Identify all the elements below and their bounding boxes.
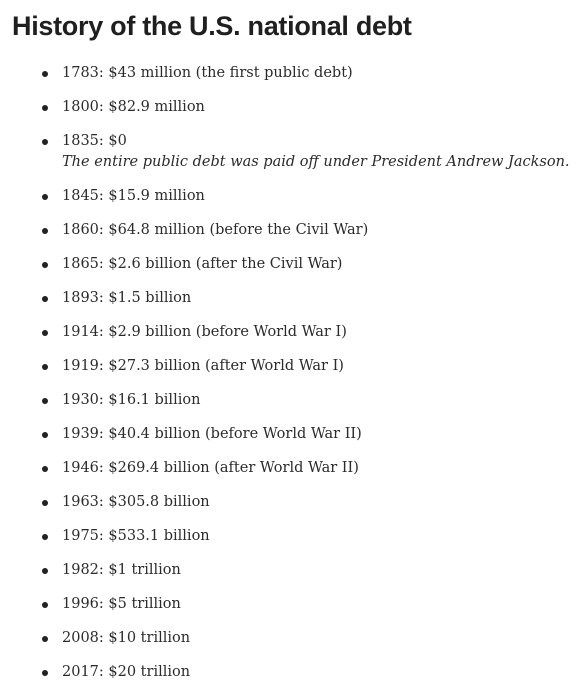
list-item-text: 1914: $2.9 billion (before World War I) (62, 324, 347, 340)
list-item (42, 424, 573, 445)
list-item (42, 97, 573, 118)
list-item-text: 1800: $82.9 million (62, 99, 205, 115)
list-item (42, 628, 573, 649)
list-item (42, 526, 573, 547)
list-item-text: 1835: $0 (62, 133, 127, 149)
list-item (42, 254, 573, 275)
list-item-text: 1963: $305.8 billion (62, 494, 210, 510)
list-item-text: 1996: $5 trillion (62, 596, 181, 612)
list-item-text: 1939: $40.4 billion (before World War II) (62, 426, 362, 442)
list-item-text: 1783: $43 million (the first public debt) (62, 65, 353, 81)
list-item (42, 186, 573, 207)
list-item-text: 1865: $2.6 billion (after the Civil War) (62, 256, 343, 272)
list-item-text: 1982: $1 trillion (62, 562, 181, 578)
list-item (42, 322, 573, 343)
list-item (42, 662, 573, 683)
list-item (42, 390, 573, 411)
list-item-text: 1919: $27.3 billion (after World War I) (62, 358, 344, 374)
list-item (42, 594, 573, 615)
list-item (42, 492, 573, 513)
list-item (42, 288, 573, 309)
list-item-text: 1930: $16.1 billion (62, 392, 201, 408)
list-item-text: 2008: $10 trillion (62, 630, 191, 646)
list-item-text: 1893: $1.5 billion (62, 290, 192, 306)
page-title: History of the U.S. national debt (12, 11, 412, 41)
list-item-text: 1946: $269.4 billion (after World War II) (62, 460, 359, 476)
list-item (42, 131, 573, 173)
list-item-note: The entire public debt was paid off under President Andrew Jackson. (62, 154, 570, 170)
list-item (42, 560, 573, 581)
list-item-text: 1860: $64.8 million (before the Civil War) (62, 222, 369, 238)
list-item (42, 63, 573, 84)
list-item-text: 1845: $15.9 million (62, 188, 205, 204)
list-item-text: 1975: $533.1 billion (62, 528, 210, 544)
list-item (42, 356, 573, 377)
list-item (42, 220, 573, 241)
debt-history-list (12, 63, 573, 683)
list-item (42, 458, 573, 479)
list-item-text: 2017: $20 trillion (62, 664, 191, 680)
